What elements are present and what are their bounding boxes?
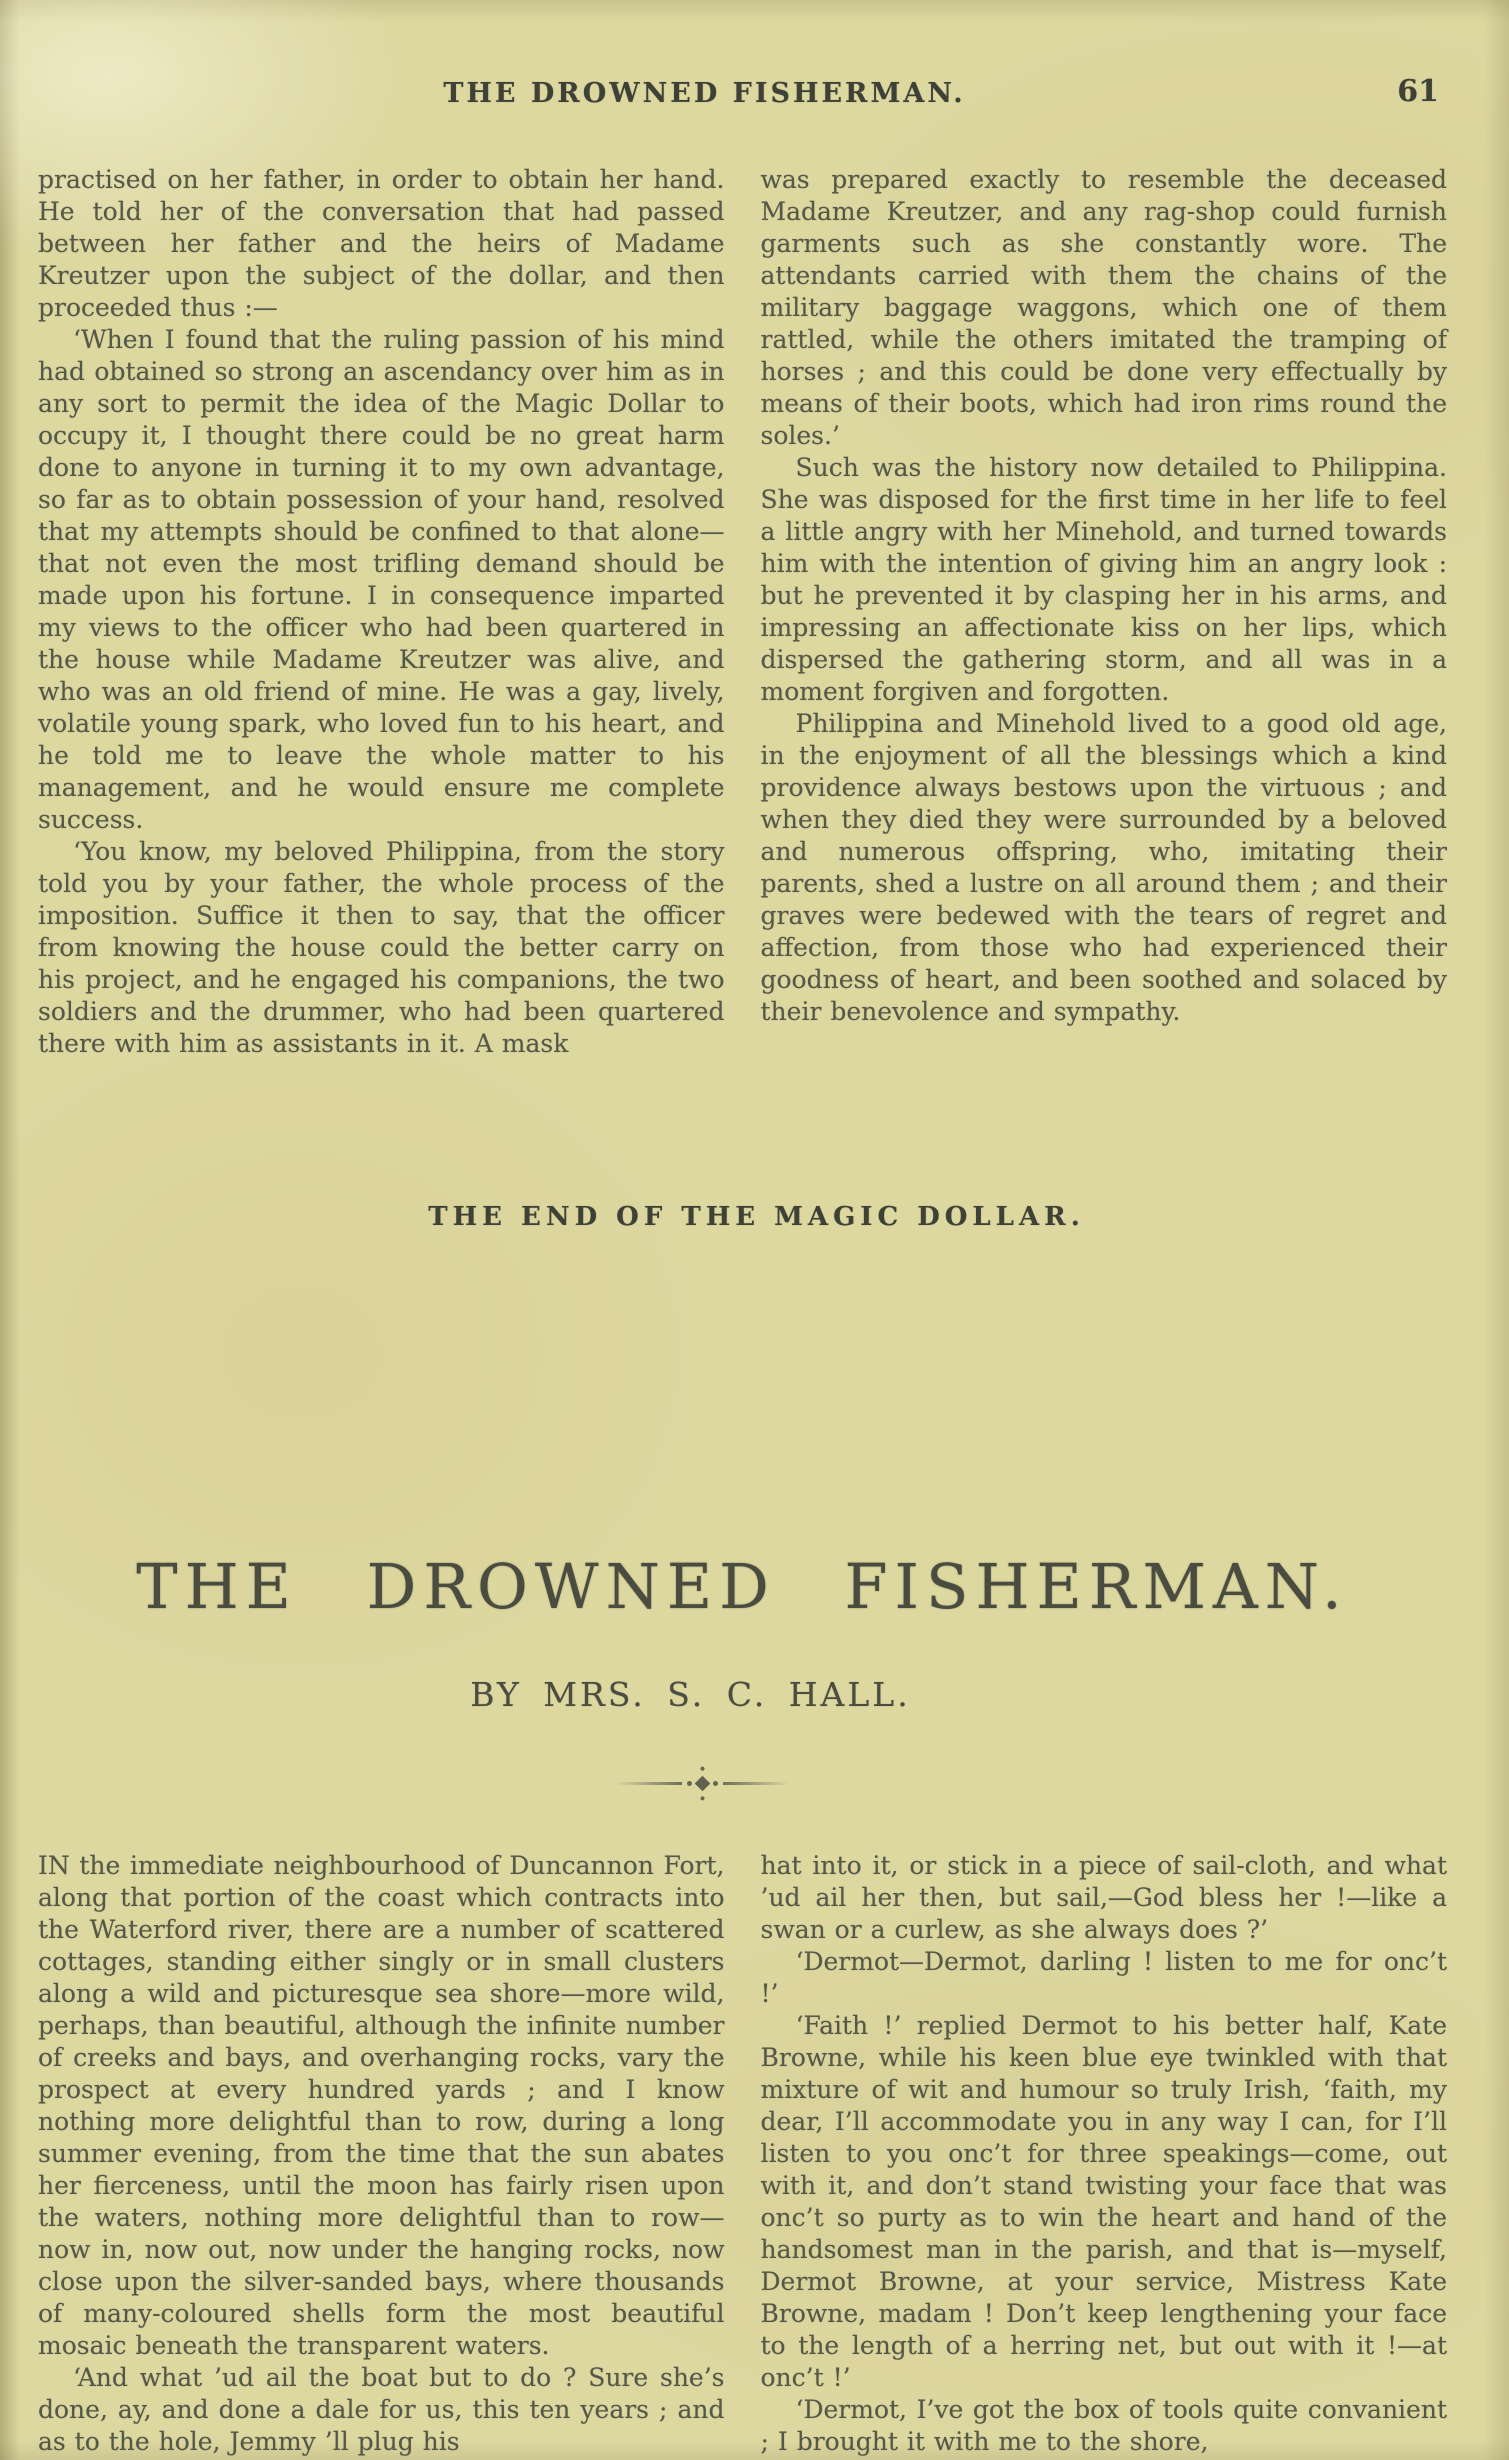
ornament-line-left	[616, 1782, 682, 1785]
paragraph: ‘And what ’ud ail the boat but to do ? Sure she’s done, ay, and done a dale for us, this ten years ; and as to the hole, Jemmy ’ll plug his	[38, 2363, 725, 2456]
running-title: THE DROWNED FISHERMAN.	[443, 78, 966, 109]
paragraph: ‘Faith !’ replied Dermot to his better half, Kate Browne, while his keen blue eye twinkled with that mixture of wit and humour so truly Irish, ‘faith, my dear, I’ll accommodate you in any way I can, for I’ll listen to you onc’t for three speakings—come, out with it, and don’t stand twisting your face that was onc’t so purty as to win the heart and hand of the handsomest man in the parish, and that is—myself, Dermot Browne, at your service, Mistress Kate Browne, madam ! Don’t keep lengthening your face to the length of a herring net, but out with it !—at onc’t !’	[760, 2011, 1447, 2392]
running-head	[38, 74, 1447, 122]
ornament-line-right	[723, 1782, 789, 1785]
paragraph: ‘Dermot—Dermot, darling ! listen to me for onc’t !’	[760, 1947, 1447, 2008]
ornament-dot	[687, 1781, 692, 1786]
page-number: 61	[1397, 74, 1439, 109]
fisherman-left-column	[38, 1850, 725, 2458]
magic-dollar-right-column	[761, 164, 1448, 1060]
story-title: THE DROWNED FISHERMAN.	[136, 1550, 1349, 1623]
story-byline: BY MRS. S. C. HALL.	[470, 1675, 911, 1714]
paragraph: ‘When I found that the ruling passion of his mind had obtained so strong an ascendancy over him as in any sort to permit the idea of the Magic Dollar to occupy it, I thought there could be no great harm done to anyone in turning it to my own advantage, so far as to obtain possession of your hand, resolved that my attempts should be confined to that alone—that not even the most trifling demand should be made upon his fortune. I in consequence imparted my views to the officer who had been quartered in the house while Madame Kreutzer was alive, and who was an old friend of mine. He was a gay, lively, volatile young spark, who loved fun to his heart, and he told me to leave the whole matter to his management, and he would ensure me complete success.	[38, 325, 725, 834]
end-of-story-line: THE END OF THE MAGIC DOLLAR.	[428, 1202, 1085, 1232]
paragraph: practised on her father, in order to obtain her hand. He told her of the conversation that had passed between her father and the heirs of Madame Kreutzer upon the subject of the dollar, and then proceeded thus :—	[38, 165, 725, 322]
drowned-fisherman-section	[38, 1850, 1447, 2458]
paragraph: ‘Dermot, I’ve got the box of tools quite convanient ; I brought it with me to the shore,	[760, 2395, 1447, 2456]
magic-dollar-left-column	[38, 164, 725, 1060]
magic-dollar-ending-section	[38, 164, 1447, 1060]
paragraph: Philippina and Minehold lived to a good old age, in the enjoyment of all the blessings which a kind providence always bestows upon the virtuous ; and when they died they were surrounded by a beloved and numerous offspring, who, imitating their parents, shed a lustre on all around them ; and their graves were bedewed with the tears of regret and affection, from those who had experienced their goodness of heart, and been soothed and solaced by their benevolence and sympathy.	[760, 709, 1447, 1026]
divider-ornament	[0, 1772, 1407, 1794]
paragraph: IN the immediate neighbourhood of Duncannon Fort, along that portion of the coast which contracts into the Waterford river, there are a number of scattered cottages, standing either singly or in small clusters along a wild and picturesque sea shore—more wild, perhaps, than beautiful, although the infinite number of creeks and bays, and overhanging rocks, vary the prospect at every hundred yards ; and I know nothing more delightful than to row, during a long summer evening, from the time that the sun abates her fierceness, until the moon has fairly risen upon the waters, nothing more delightful than to row—now in, now out, now under the hanging rocks, now close upon the silver-sanded bays, where thousands of many-coloured shells form the most beautiful mosaic beneath the transparent waters.	[38, 1851, 725, 2360]
fisherman-right-column	[761, 1850, 1448, 2458]
paragraph: hat into it, or stick in a piece of sail-cloth, and what ’ud ail her then, but sail,—God bless her !—like a swan or a curlew, as she always does ?’	[760, 1851, 1447, 1944]
paragraph: was prepared exactly to resemble the deceased Madame Kreutzer, and any rag-shop could furnish garments such as she constantly wore. The attendants carried with them the chains of the military baggage waggons, which one of them rattled, while the others imitated the tramping of horses ; and this could be done very effectually by means of their boots, which had iron rims round the soles.’	[760, 165, 1447, 450]
paragraph: Such was the history now detailed to Philippina. She was disposed for the first time in her life to feel a little angry with her Minehold, and turned towards him with the intention of giving him an angry look : but he prevented it by clasping her in his arms, and impressing an affectionate kiss on her lips, which dispersed the gathering storm, and all was in a moment forgiven and forgotten.	[760, 453, 1447, 706]
ornament-diamond-icon	[695, 1775, 711, 1791]
ornament-dot	[713, 1781, 718, 1786]
paragraph: ‘You know, my beloved Philippina, from the story told you by your father, the whole process of the imposition. Suffice it then to say, that the officer from knowing the house could the better carry on his project, and he engaged his companions, the two soldiers and the drummer, who had been quartered there with him as assistants in it. A mask	[38, 837, 725, 1058]
